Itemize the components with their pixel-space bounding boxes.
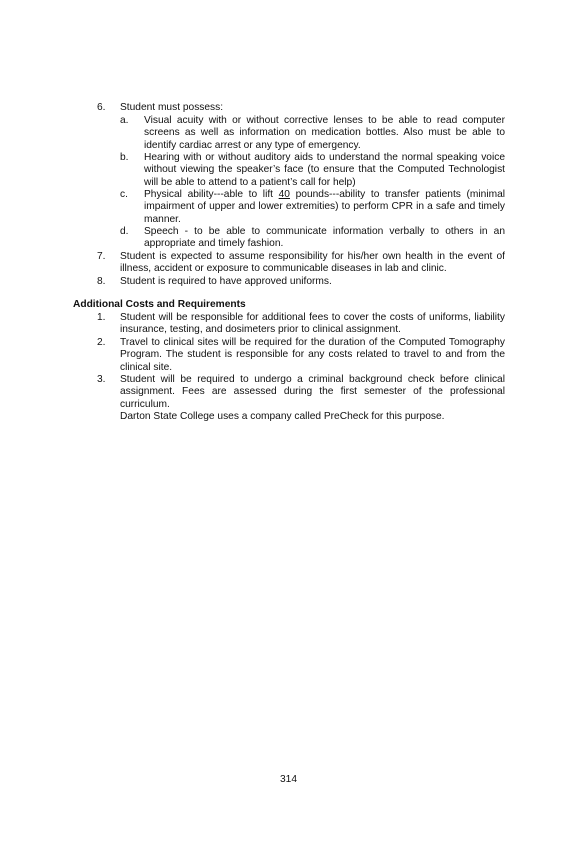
list-number: 2. [97,337,106,348]
section-heading: Additional Costs and Requirements [73,299,246,310]
list-text: Student must possess: [120,102,224,113]
list-number: 7. [97,251,106,262]
sublist-text: Visual acuity with or without corrective lenses to be able to read computer screens as well as information on medication bottles. Also must be able to identify cardiac arrest or any type of emergency. [144,115,505,151]
sublist-text: Speech - to be able to communicate information verbally to others in an appropriate and timely fashion. [144,226,505,250]
list-item-8 [97,276,505,288]
list-text: Student will be responsible for additional fees to cover the costs of uniforms, liability insurance, testing, and dosimeters prior to clinical assignment. [120,312,505,336]
additional-item-1 [97,312,505,337]
list-number: 1. [97,312,106,323]
precheck-note: Darton State College uses a company called PreCheck for this purpose. [120,411,445,422]
list-item-7 [97,251,505,276]
sublist-item-d [120,226,505,251]
list-item-6 [97,102,223,114]
sublist-text: Hearing with or without auditory aids to understand the normal speaking voice without viewing the speaker’s face (to ensure that the Computed Technologist will be able to attend to a patient’s call for help) [144,152,505,188]
sublist-letter: c. [120,189,128,200]
list-number: 8. [97,276,106,287]
additional-item-3 [97,374,505,411]
page-number: 314 [280,774,297,785]
sublist-item-a [120,115,505,152]
underlined-weight: 40 [278,189,290,200]
list-number: 3. [97,374,106,385]
sublist-letter: d. [120,226,129,237]
additional-item-2 [97,337,505,374]
list-text: Travel to clinical sites will be required for the duration of the Computed Tomography Program. The student is responsible for any costs related to travel to and from the clinical site. [120,337,505,373]
sublist-letter: a. [120,115,129,126]
sublist-item-b [120,152,505,189]
list-text: Student is required to have approved uniforms. [120,276,332,287]
list-number: 6. [97,102,106,113]
sublist-item-c [120,189,505,226]
sublist-text [144,189,505,226]
list-text: Student is expected to assume responsibility for his/her own health in the event of illness, accident or exposure to communicable diseases in lab and clinic. [120,251,505,275]
sublist-text-part: pounds---ability to transfer patients (minimal impairment of upper and lower extremities) to perform CPR in a safe and timely manner. [144,189,505,225]
sublist-letter: b. [120,152,129,163]
list-text: Student will be required to undergo a criminal background check before clinical assignment. Fees are assessed during the first semester of the professional curriculum. [120,374,505,410]
sublist-text-part: Physical ability---able to lift [144,189,279,200]
